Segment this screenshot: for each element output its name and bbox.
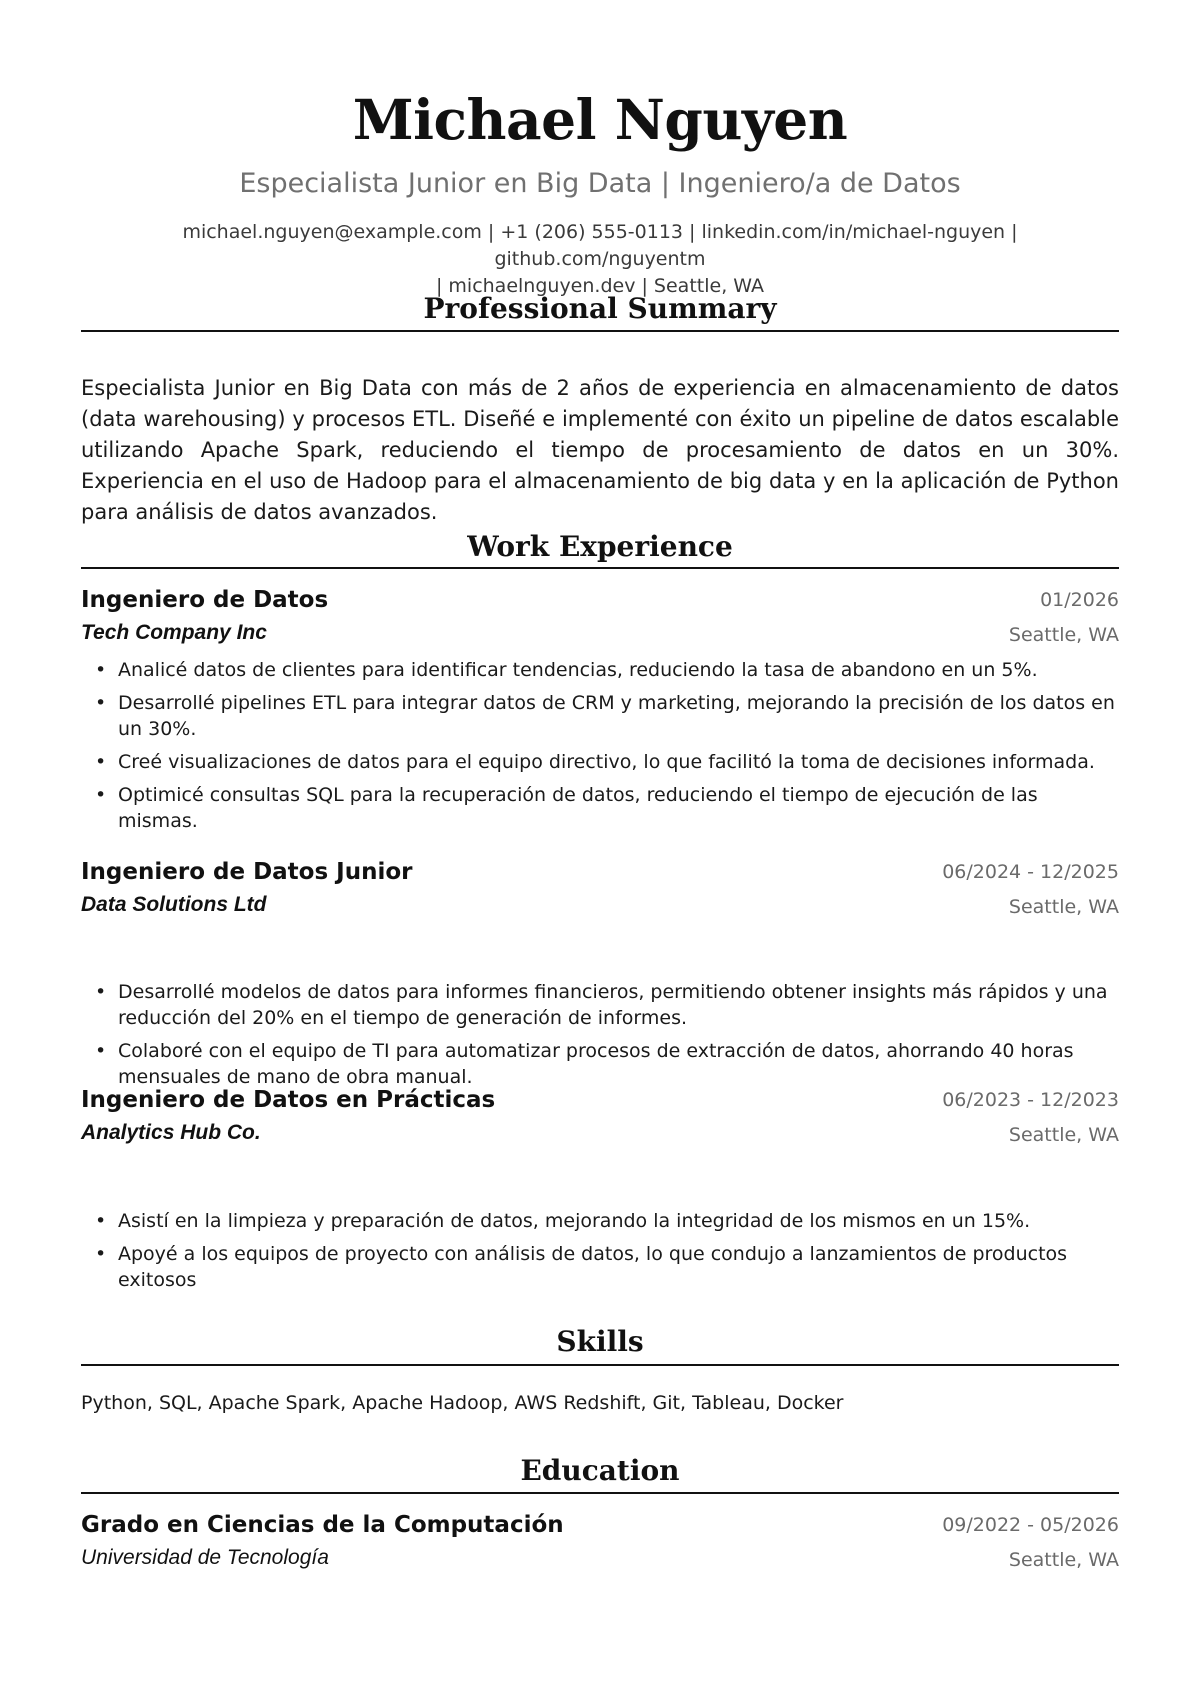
bullet-text: Desarrollé pipelines ETL para integrar datos de CRM y marketing, mejorando la precisión de los datos en un 30%. [118, 692, 1115, 740]
job-title: Ingeniero de Datos [81, 587, 329, 613]
job-bullets [81, 1208, 1119, 1300]
bullet-text: Analicé datos de clientes para identificar tendencias, reduciendo la tasa de abandono en un 5%. [118, 659, 1038, 681]
bullet-text: Optimicé consultas SQL para la recuperación de datos, reduciendo el tiempo de ejecución de las mismas. [118, 784, 1038, 832]
job-bullets [81, 657, 1119, 841]
job-location: Seattle, WA [1008, 624, 1119, 646]
contact-info [81, 219, 1119, 300]
bullet-text: Creé visualizaciones de datos para el equipo directivo, lo que facilitó la toma de decisiones informada. [118, 751, 1095, 773]
job-title: Ingeniero de Datos en Prácticas [81, 1087, 496, 1113]
skills-heading: Skills [556, 1325, 644, 1358]
list-item [81, 749, 1119, 775]
bullet-icon: • [95, 751, 107, 773]
job-date: 01/2026 [1040, 589, 1119, 611]
list-item [81, 979, 1119, 1031]
bullet-icon: • [95, 1243, 107, 1265]
summary-heading: Professional Summary [423, 292, 777, 325]
bullet-icon: • [95, 784, 107, 806]
bullet-text: Asistí en la limpieza y preparación de datos, mejorando la integridad de los mismos en un 15%. [118, 1210, 1031, 1232]
list-item [81, 1208, 1119, 1234]
job-company: Analytics Hub Co. [81, 1121, 261, 1144]
bullet-text: Apoyé a los equipos de proyecto con análisis de datos, lo que condujo a lanzamientos de productos exitosos [118, 1243, 1068, 1291]
summary-text: Especialista Junior en Big Data con más de 2 años de experiencia en almacenamiento de datos (data warehousing) y procesos ETL. Diseñé e implementé con éxito un pipeline de datos escalable utilizando Apache Spark, reduciendo el tiempo de procesamiento de datos en un 30%. Experiencia en el uso de Hadoop para el almacenamiento de big data y en la aplicación de Python para análisis de datos avanzados. [81, 376, 1119, 524]
skills-divider [81, 1364, 1119, 1366]
list-item [81, 1241, 1119, 1293]
list-item [81, 657, 1119, 683]
experience-divider [81, 567, 1119, 569]
job-bullets [81, 979, 1119, 1097]
list-item [81, 690, 1119, 742]
bullet-icon: • [95, 692, 107, 714]
job-location: Seattle, WA [1008, 1124, 1119, 1146]
job-location: Seattle, WA [1008, 896, 1119, 918]
bullet-icon: • [95, 981, 107, 1003]
job-date: 06/2023 - 12/2023 [942, 1089, 1119, 1111]
contact-line-1: michael.nguyen@example.com | +1 (206) 555-0113 | linkedin.com/in/michael-nguyen | github.com/nguyentm [182, 221, 1018, 270]
job-title: Ingeniero de Datos Junior [81, 859, 413, 885]
list-item [81, 782, 1119, 834]
bullet-text: Desarrollé modelos de datos para informes financieros, permitiendo obtener insights más rápidos y una reducción del 20% en el tiempo de generación de informes. [118, 981, 1108, 1029]
bullet-icon: • [95, 1210, 107, 1232]
job-company: Tech Company Inc [81, 621, 267, 644]
candidate-subtitle: Especialista Junior en Big Data | Ingeniero/a de Datos [239, 168, 961, 199]
job-date: 06/2024 - 12/2025 [942, 861, 1119, 883]
skills-list: Python, SQL, Apache Spark, Apache Hadoop, AWS Redshift, Git, Tableau, Docker [81, 1392, 844, 1414]
job-company: Data Solutions Ltd [81, 893, 267, 916]
education-date: 09/2022 - 05/2026 [942, 1514, 1119, 1536]
bullet-icon: • [95, 659, 107, 681]
contact-line-2: | michaelnguyen.dev | Seattle, WA [435, 275, 765, 297]
education-heading: Education [520, 1454, 680, 1487]
candidate-name: Michael Nguyen [352, 87, 848, 152]
summary-divider [81, 330, 1119, 332]
bullet-icon: • [95, 1040, 107, 1062]
school-name: Universidad de Tecnología [81, 1546, 329, 1569]
education-location: Seattle, WA [1008, 1549, 1119, 1571]
education-divider [81, 1492, 1119, 1494]
degree-title: Grado en Ciencias de la Computación [81, 1512, 564, 1538]
bullet-text: Colaboré con el equipo de TI para automatizar procesos de extracción de datos, ahorrando 40 horas mensuales de mano de obra manual. [118, 1040, 1074, 1088]
list-item [81, 1038, 1119, 1090]
experience-heading: Work Experience [467, 530, 733, 563]
